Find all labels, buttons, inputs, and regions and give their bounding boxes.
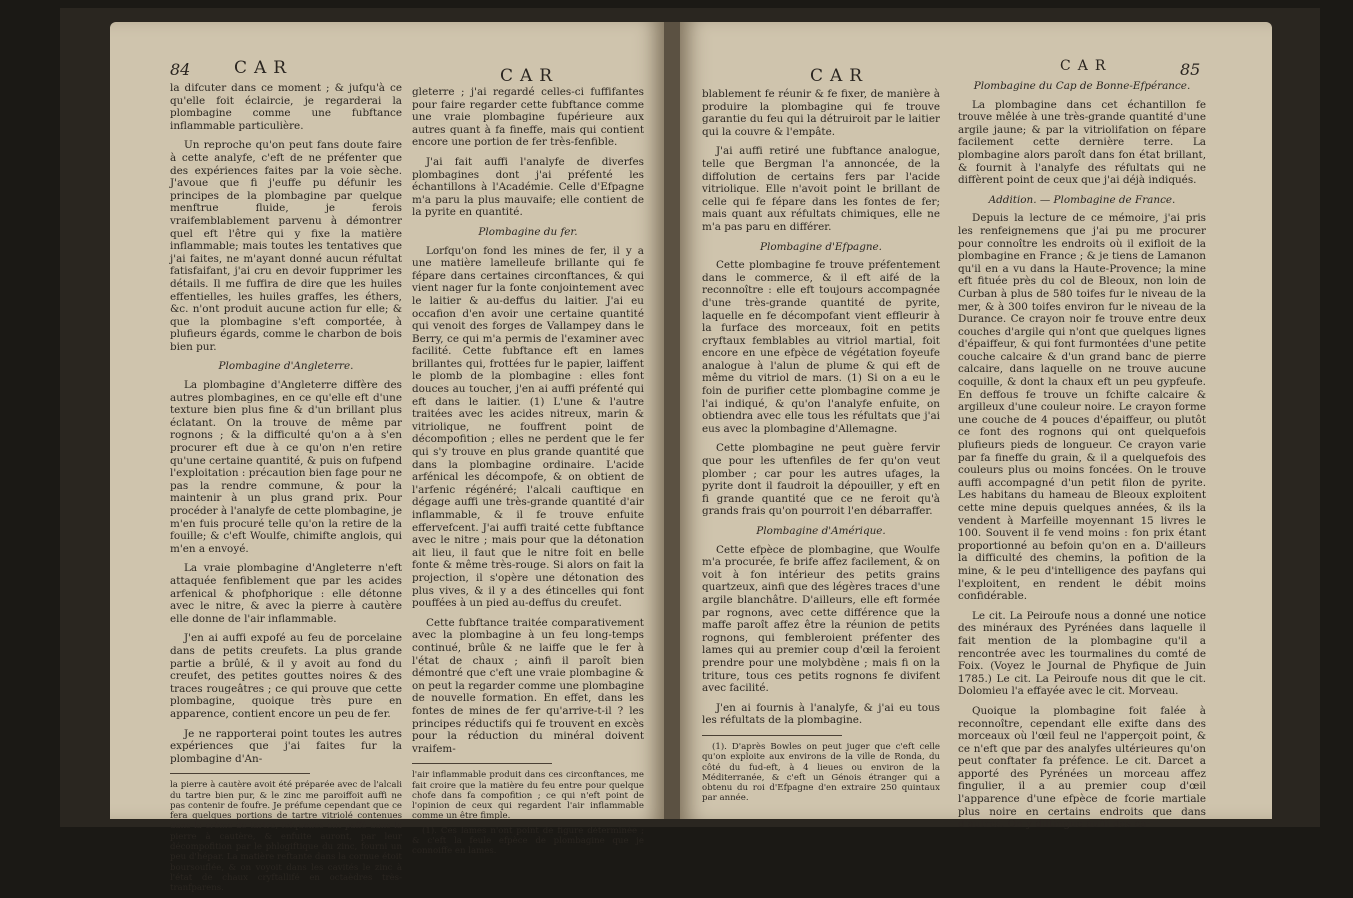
paragraph: Cette fubftance traitée comparativement avec la plombagine à un feu long-temps continué, brûle & ne laiffe que le fer à l'état de chaux ; ainfi il paroît bien démontré que c'eft une vraie plombagine & on peut la regarder comme une plombagine de nouvelle formation. En effet, dans les fontes de mines de fer qu'arrive-t-il ? les principes réductifs qui fe trouvent en excès pour la réduction du minéral doivent vraifem- <box>412 616 644 755</box>
paragraph: Quoique la plombagine foit falée à reconnoître, cependant elle exifte dans des morceaux où l'œil feul ne l'apperçoit point, & ce n'eft que par des analyfes ultérieures qu'on peut conftater fa préfence. Le cit. Darcet a apporté des Pyrénées un morceau affez fingulier, il a au premier coup d'œil l'apparence d'une efpèce de fcorie martiale plus noire en certains endroits que dans d'autres. On y diftingue auffi des ca- <box>958 704 1206 831</box>
footnote-text: la pierre à cautère avoit été préparée avec de l'alcali du tartre bien pur, & le zinc me paroiffoit auffi ne pas contenir de foufre. Je préfume cependant que ce fera quelques portions de tartre vitriolé contenues dans la crème de tartre, lefquelles ont paffé dans la pierre à cautère, & enfuite auront, par leur décompofition par le phlogiftique du zinc, fourni un peu d'hépar. La matière reftante dans la cornue étoit boursouflée, & on voyoit dans les cavités le zinc à l'état de chaux cryftallifé en octaèdres très-tranfparens. <box>170 780 402 894</box>
paragraph: blablement fe réunir & fe fixer, de manière à produire la plombagine qui fe trouve garantie du feu qui la détruiroit par le laitier qui la couvre & l'empâte. <box>702 88 940 138</box>
footnote-text: (1). Ces lames n'ont point de figure déterminée ; & c'eft la feule efpèce de plombagine que je connoiffe en lames. <box>412 825 644 857</box>
paragraph: J'en ai auffi expofé au feu de porcelaine dans de petits creufets. La plus grande partie a brûlé, & il y avoit au fond du creufet, des petites gouttes noires & des traces rougeâtres ; ce qui prouve que cette plombagine, quoique très pure en apparence, contient encore un peu de fer. <box>170 632 402 720</box>
section-heading: Plombagine d'Efpagne. <box>760 240 882 253</box>
running-head-2: CAR <box>500 66 560 86</box>
paragraph: Je ne rapporterai point toutes les autres expériences que j'ai faites fur la plombagine d'An- <box>170 727 402 765</box>
running-head: CAR <box>810 66 870 86</box>
paragraph: Cette plombagine fe trouve préfentement dans le commerce, & il eft aifé de la reconnoître : elle eft toujours accompagnée d'une très-grande quantité de pyrite, laquelle en fe décompofant vient effleurir à la furface des morceaux, foit en petits cryftaux femblables au vitriol martial, foit encore en une efpèce de végétation foyeufe analogue à l'alun de plume & qui eft de même du vitriol de mars. (1) Si on a eu le foin de purifier cette plombagine comme je l'ai indiqué, & qu'on l'analyfe enfuite, on obtiendra avec elle tous les réfultats que j'ai eus avec la plombagine d'Allemagne. <box>702 259 940 435</box>
left-page <box>110 22 664 894</box>
paragraph: Le cit. La Peiroufe nous a donné une notice des minéraux des Pyrénées dans laquelle il fait mention de la plombagine qu'il a rencontrée avec les tourmalines du comté de Foix. (Voyez le Journal de Phyfique de Juin 1785.) Le cit. La Peiroufe nous dit que le cit. Dolomieu l'a effayée avec le cit. Morveau. <box>958 609 1206 698</box>
paragraph: La plombagine d'Angleterre diffère des autres plombagines, en ce qu'elle eft d'une texture bien plus fine & d'un brillant plus éclatant. On la trouve de même par rognons ; & la difficulté qu'on a à s'en procurer eft due à ce qu'on n'en retire qu'une certaine quantité, & puis on fufpend l'exploitation : précaution bien fage pour ne pas la rendre commune, & pour la maintenir à un plus grand prix. Pour procéder à l'analyfe de cette plombagine, je m'en fuis procuré telle qu'on la retire de la fouille; & c'eft Woulfe, chimifte anglois, qui m'en a envoyé. <box>170 379 402 555</box>
page-number: 85 <box>1180 60 1201 79</box>
footnote-rule <box>412 763 552 764</box>
paragraph: Lorfqu'on fond les mines de fer, il y a une matière lamelleufe brillante qui fe fépare dans certaines circonftances, & qui vient nager fur la fonte conjointement avec le laitier & au-deffus du laitier. J'ai eu occafion d'en avoir une certaine quantité qui venoit des forges de Vallampey dans le Berry, ce qui m'a permis de l'examiner avec facilité. Cette fubftance eft en lames brillantes qui, frottées fur le papier, laiffent le plomb de la plombagine : elles font douces au toucher, j'en ai auffi préfenté qui eft dans le laitier. (1) L'une & l'autre traitées avec les acides nitreux, marin & vitriolique, ne fouffrent point de décompofition ; elles ne perdent que le fer qui s'y trouve en plus grande quantité que dans la plombagine ordinaire. L'acide arfénical les décompofe, & on obtient de l'arfenic régénéré; l'alcali cauftique en dégage auffi une très-grande quantité d'air inflammable, & il fe trouve enfuite effervefcent. J'ai auffi traité cette fubftance avec le nitre ; mais pour que la détonation ait lieu, il faut que le nitre foit en belle fonte & même très-rouge. Si alors on fait la projection, il s'opère une détonation des plus vives, & il y a des étincelles qui font pouffées à un pied au-deffus du creufet. <box>412 244 644 610</box>
footnote <box>170 780 402 893</box>
footnote-rule <box>170 773 310 774</box>
right-page <box>680 22 1272 831</box>
paragraph: Cette efpèce de plombagine, que Woulfe m'a procurée, fe brife affez facilement, & on voit à fon intérieur des petits grains quartzeux, ainfi que des légères traces d'une argile blanchâtre. D'ailleurs, elle eft formée par rognons, avec cette différence que la maffe paroît affez être la réunion de petits rognons, qui fembleroient préfenter des lames qui au premier coup d'œil la feroient prendre pour une molybdène ; mais fi on la triture, tous ces petits rognons fe divifent avec facilité. <box>702 543 940 695</box>
paragraph: Cette plombagine ne peut guère fervir que pour les uftenfiles de fer qu'on veut plomber ; car pour les autres ufages, la pyrite dont il faudroit la dépouiller, y eft en fi grande quantité que ce ne feroit qu'à grands frais qu'on pourroit l'en débarraffer. <box>702 442 940 518</box>
paragraph: gleterre ; j'ai regardé celles-ci fuffifantes pour faire regarder cette fubftance comme une vraie plombagine fupérieure aux autres quant à fa fineffe, mais qui contient encore une portion de fer très-fenfible. <box>412 86 644 149</box>
section-heading: Plombagine du Cap de Bonne-Efpérance. <box>973 80 1191 92</box>
section-heading: Addition. — Plombagine de France. <box>988 193 1176 206</box>
paragraph: J'ai auffi retiré une fubftance analogue, telle que Bergman l'a annoncée, de la diffolution de certains fers par l'acide vitriolique. Elle n'avoit point le brillant de celle qui fe fépare dans les fontes de fer; mais quant aux réfultats chimiques, elle ne m'a pas paru en différer. <box>702 145 940 233</box>
book-gutter <box>664 22 680 819</box>
paragraph: J'ai fait auffi l'analyfe de diverfes plombagines dont j'ai préfenté les échantillons à l'Académie. Celle d'Efpagne m'a paru la plus mauvaife; elle contient de la pyrite en quantité. <box>412 155 644 219</box>
paragraph: J'en ai fournis à l'analyfe, & j'ai eu tous les réfultats de la plombagine. <box>702 701 940 727</box>
paragraph: la difcuter dans ce moment ; & jufqu'à ce qu'elle foit éclaircie, je regarderai la plombagine comme une fubftance inflammable particulière. <box>170 82 402 132</box>
footnote-text: l'air inflammable produit dans ces circonftances, me fait croire que la matière du feu entre pour quelque chofe dans fa compofition ; ce qui n'eft point de l'opinion de ceux qui regardent l'air inflammable comme un être fimple. <box>412 770 644 822</box>
right-col-2 <box>958 80 1206 838</box>
footnote-text: (1). D'après Bowles on peut juger que c'eft celle qu'on exploite aux environs de la ville de Ronda, du côté du fud-eft, à 4 lieues ou environ de la Méditerranée, & c'eft un Génois étranger qui a obtenu du roi d'Efpagne d'en extraire 250 quintaux par année. <box>702 741 940 804</box>
right-col-1 <box>702 88 940 808</box>
running-head: CAR <box>234 58 294 78</box>
footnote <box>702 742 940 804</box>
footnote-rule <box>702 735 842 736</box>
left-col-2 <box>412 86 644 861</box>
page-number: 84 <box>170 60 191 79</box>
footnote <box>412 770 644 856</box>
section-heading: Plombagine d'Angleterre. <box>218 360 354 373</box>
section-heading: Plombagine d'Amérique. <box>756 525 886 537</box>
paragraph: La plombagine dans cet échantillon fe trouve mêlée à une très-grande quantité d'une argile jaune; & par la vitriolifation on fépare facilement cette dernière terre. La plombagine alors paroît dans fon état brillant, & fournit à l'analyfe des réfultats qui ne diffèrent point de ceux que j'ai déjà indiqués. <box>958 98 1206 187</box>
paragraph: Depuis la lecture de ce mémoire, j'ai pris les renfeignemens que j'ai pu me procurer pour connoître les endroits où il exifloit de la plombagine en France ; & je tiens de Lamanon qu'il en a vu dans la Haute-Provence; la mine eft fituée près du col de Bleoux, non loin de Curban à plus de 580 toifes fur le niveau de la mer, & à 300 toifes environ fur le niveau de la Durance. Ce crayon noir fe trouve entre deux couches d'argile qui n'ont que quelques lignes d'épaiffeur, & qui font furmontées d'une petite couche calcaire & d'un grand banc de pierre calcaire, dans laquelle on ne trouve aucune coquille, & dont la chaux eft un peu gypfeufe. En deffous fe trouve un fchifte calcaire & argilleux d'une couleur noire. Le crayon forme une couche de 4 pouces d'épaiffeur, ou plutôt ce font des rognons qui ont quelquefois plufieurs pieds de longueur. Ce crayon varie par fa fineffe du grain, & il a quelquefois des couleurs plus ou moins foncées. On le trouve auffi accompagné d'un petit filon de pyrite. Les habitans du hameau de Bleoux exploitent cette mine depuis quelques années, & ils la vendent à Marfeille moyennant 15 livres le 100. Souvent il fe vend moins : fon prix étant proportionné au befoin qu'on en a. D'ailleurs la difficulté des chemins, la pofition de la mine, & le peu d'intelligence des payfans qui l'exploitent, en rendent le débit moins confidérable. <box>958 212 1206 603</box>
section-heading: Plombagine du fer. <box>478 225 578 238</box>
paragraph: Un reproche qu'on peut fans doute faire à cette analyfe, c'eft de ne préfenter que des expériences faites par la voie sèche. J'avoue que fi j'euffe pu défunir les principes de la plombagine par quelque menftrue fluide, je ferois vraifemblablement parvenu à démontrer quel eft l'être qui y fixe la matière inflammable; mais toutes les tentatives que j'ai faites, ne m'ayant donné aucun réfultat fatisfaifant, j'ai cru en devoir fupprimer les détails. Il me fuffira de dire que les huiles effentielles, les huiles graffes, les éthers, &c. n'ont produit aucune action fur elle; & que la plombagine s'eft comportée, à plufieurs égards, comme le charbon de bois bien pur. <box>170 139 402 353</box>
running-head-2: CAR <box>1060 58 1113 74</box>
left-col-1 <box>170 82 402 898</box>
paragraph: La vraie plombagine d'Angleterre n'eft attaquée fenfiblement que par les acides arfenical & phofphorique : elle détonne avec le nitre, & avec la pierre à cautère elle donne de l'air inflammable. <box>170 562 402 625</box>
